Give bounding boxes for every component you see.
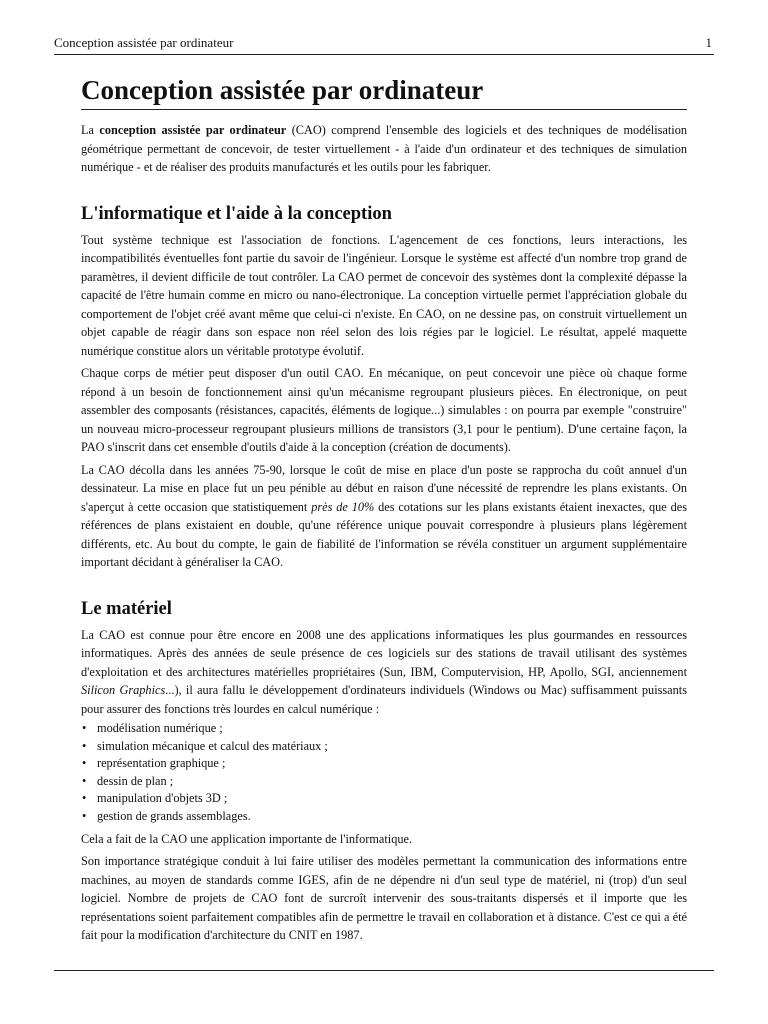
bullet-list xyxy=(81,720,687,826)
bullet-icon: • xyxy=(82,738,87,753)
paragraph-informatique-3-pre: La CAO décolla dans les années 75-90, lorsque le coût de mise en place d'un poste se rapprocha du coût annuel d'un dessinateur. La mise en place fut un peu pénible au début en raison d'une nécessité de reprendre les plans existants. On s'aperçut à cette occasion que statistiquement xyxy=(81,462,687,514)
paragraph-informatique-3 xyxy=(81,461,687,572)
list-item-text: représentation graphique ; xyxy=(97,756,226,771)
list-item xyxy=(81,720,687,738)
intro-paragraph xyxy=(81,121,687,177)
list-item xyxy=(81,755,687,773)
list-item-text: manipulation d'objets 3D ; xyxy=(97,791,228,806)
bullet-icon: • xyxy=(82,791,87,806)
list-item-text: modélisation numérique ; xyxy=(97,721,223,735)
intro-text-pre: La xyxy=(81,123,100,137)
paragraph-materiel-1-post: ...), il aura fallu le développement d'ordinateurs individuels (Windows ou Mac) suffisamment puissants pour assurer des fonctions très lourdes en calcul numérique : xyxy=(81,683,687,716)
intro-text-post: (CAO) comprend l'ensemble des logiciels et des techniques de modélisation géométrique permettant de concevoir, de tester virtuellement - à l'aide d'un ordinateur et des techniques de simulation numérique - et de réaliser des produits manufacturés et les outils pour les fabriquer. xyxy=(81,123,688,174)
bullet-icon: • xyxy=(82,756,87,771)
page-number: 1 xyxy=(705,35,712,50)
intro-bold-term: conception assistée par ordinateur xyxy=(99,123,287,137)
paragraph-materiel-3: Son importance stratégique conduit à lui faire utiliser des modèles permettant la communication des informations entre machines, au moyen de standards comme IGES, afin de ne dépendre ni d'un seul type de matériel, ni (trop) d'un seul logiciel. Nombre de projets de CAO font de surcroît intervenir des sous-traitants dispersés et il importe que les représentations soient parfaitement compatibles afin de permettre le travail en collaboration et à distance. C'est ce qui a été fait pour la modification d'architecture du CNIT en 1987. xyxy=(81,854,687,943)
bullet-icon: • xyxy=(82,721,87,735)
article-body xyxy=(81,74,687,945)
section-materiel xyxy=(81,597,687,945)
bullet-icon: • xyxy=(82,808,87,823)
bullet-icon: • xyxy=(82,773,87,788)
list-item xyxy=(81,773,687,791)
page-title: Conception assistée par ordinateur xyxy=(81,74,687,110)
footer-rule xyxy=(54,970,714,971)
list-item xyxy=(81,790,687,808)
paragraph-materiel-1 xyxy=(81,626,687,719)
paragraph-informatique-1: Tout système technique est l'association de fonctions. L'agencement de ces fonctions, leurs interactions, les incompatibilités éventuelles font partie du savoir de l'ingénieur. Lorsque le système est affecté d'un nombre trop grand de paramètres, il devient difficile de tout contrôler. La CAO permet de concevoir des systèmes dont la complexité dépasse la capacité de l'être humain comme en micro ou nano-électronique. La conception virtuelle permet l'appréciation globale du comportement de l'objet créé avant même que celui-ci n'existe. En CAO, on ne dessine pas, on construit virtuellement un objet capable de réagir dans son espace non réel selon des lois régies par le logiciel. Le résultat, appelé maquette numérique constitue alors un véritable prototype évolutif. xyxy=(81,232,687,358)
paragraph-informatique-3-italic: près de 10% xyxy=(311,499,375,514)
list-item-text: gestion de grands assemblages. xyxy=(97,808,251,823)
running-header-title: Conception assistée par ordinateur xyxy=(54,35,234,50)
list-item xyxy=(81,738,687,756)
list-item-text: dessin de plan ; xyxy=(97,773,174,788)
list-item-text: simulation mécanique et calcul des matériaux ; xyxy=(97,738,328,753)
paragraph-informatique-2: Chaque corps de métier peut disposer d'un outil CAO. En mécanique, on peut concevoir une pièce où chaque forme répond à un besoin de fonctionnement ainsi qu'un mécanisme regroupant plusieurs pièces. En électronique, on peut assembler des composants (résistances, capacités, éléments de logique...) simulables : on pourra par exemple "construire" un nouveau micro-processeur regroupant plusieurs millions de transistors (3,1 pour le pentium). D'une certaine façon, la PAO s'inscrit dans cet ensemble d'outils d'aide à la conception (création de documents). xyxy=(81,366,687,454)
paragraph-materiel-1-italic: Silicon Graphics xyxy=(81,683,166,697)
paragraph-materiel-2: Cela a fait de la CAO une application importante de l'informatique. xyxy=(81,831,413,846)
section-heading-materiel: Le matériel xyxy=(81,598,172,619)
list-item xyxy=(81,808,687,826)
paragraph-informatique-3-post: des cotations sur les plans existants étaient inexactes, que des références de plans existaient en double, qu'une référence unique pouvait correspondre à plusieurs plans légèrement différents, etc. Au bout du compte, le gain de fiabilité de l'information se révéla constituer un argument supplémentaire important décidant à généraliser la CAO. xyxy=(81,499,687,569)
running-header xyxy=(54,34,714,55)
section-heading-informatique: L'informatique et l'aide à la conception xyxy=(81,203,392,224)
paragraph-materiel-1-pre: La CAO est connue pour être encore en 2008 une des applications informatiques les plus gourmandes en ressources informatiques. Après des années de seule présence de ces logiciels sur des stations de travail utilisant des systèmes d'exploitation et des architectures matérielles propriétaires (Sun, IBM, Computervision, HP, Apollo, SGI, anciennement xyxy=(81,627,687,679)
section-informatique xyxy=(81,202,687,572)
